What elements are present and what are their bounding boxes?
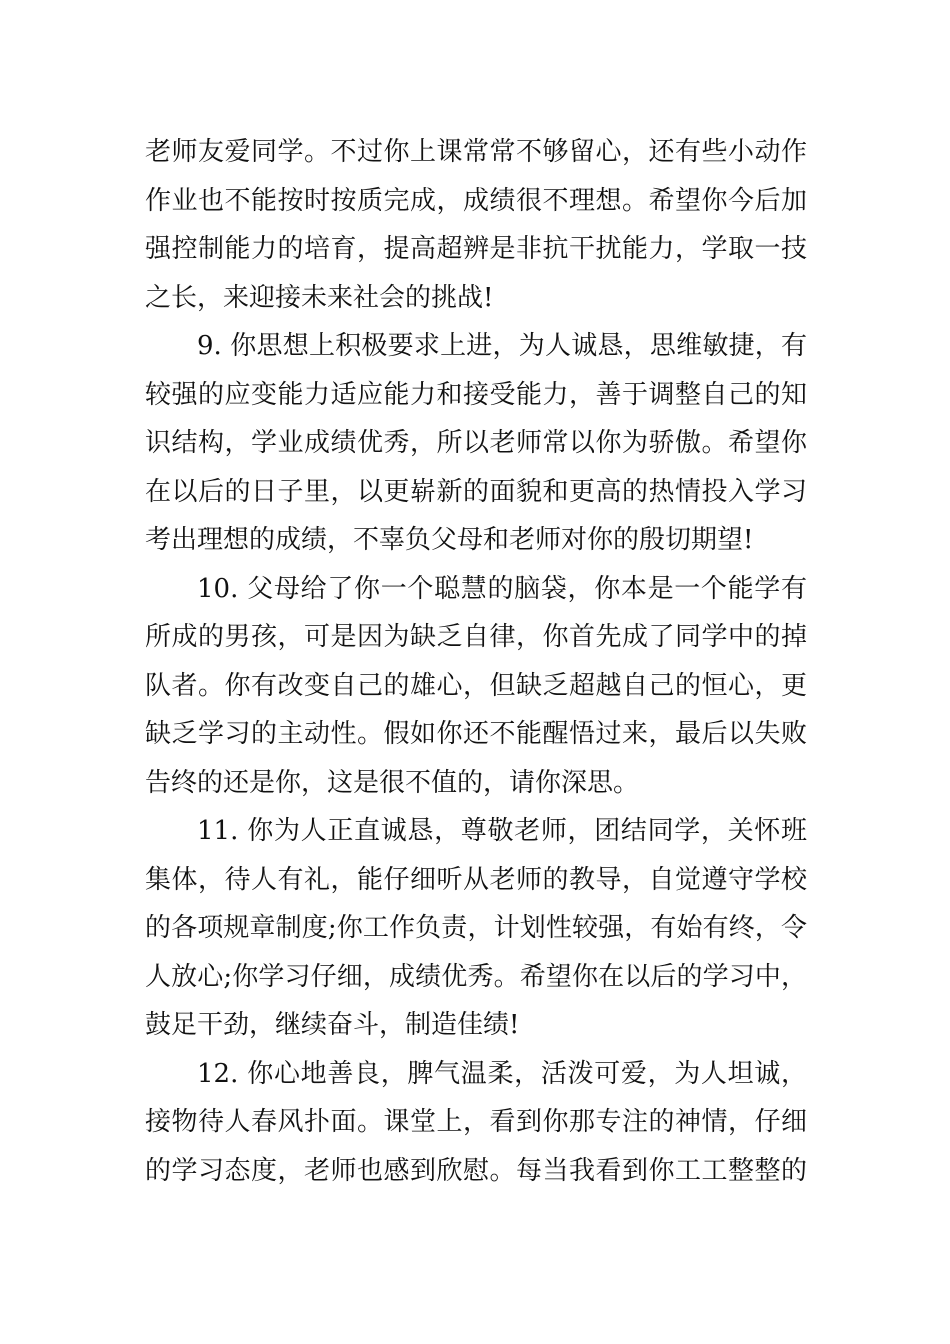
text-line: 队者。你有改变自己的雄心，但缺乏超越自己的恒心，更 <box>145 670 807 701</box>
text-line: 较强的应变能力适应能力和接受能力，善于调整自己的知 <box>145 379 807 410</box>
text-line: 人放心;你学习仔细，成绩优秀。希望你在以后的学习中， <box>145 961 807 992</box>
text-line: 在以后的日子里，以更崭新的面貌和更高的热情投入学习 <box>145 476 807 507</box>
item-10-first-line: 10. 父母给了你一个聪慧的脑袋，你本是一个能学有 <box>197 573 807 604</box>
text-line: 识结构，学业成绩优秀，所以老师常以你为骄傲。希望你 <box>145 428 807 458</box>
text-line: 缺乏学习的主动性。假如你还不能醒悟过来，最后以失败 <box>145 719 807 749</box>
item-11-first-line: 11. 你为人正直诚恳，尊敬老师，团结同学，关怀班 <box>197 816 807 846</box>
item-9-first-line: 9. 你思想上积极要求上进，为人诚恳，思维敏捷，有 <box>197 331 807 361</box>
text-line: 考出理想的成绩，不辜负父母和老师对你的殷切期望! <box>145 525 754 555</box>
text-line: 之长，来迎接未来社会的挑战! <box>145 282 494 313</box>
text-line: 鼓足干劲，继续奋斗，制造佳绩! <box>145 1010 520 1040</box>
text-line: 所成的男孩，可是因为缺乏自律，你首先成了同学中的掉 <box>145 622 807 652</box>
text-line: 的各项规章制度;你工作负责，计划性较强，有始有终，令 <box>145 913 807 943</box>
text-line: 告终的还是你，这是很不值的，请你深思。 <box>145 767 640 798</box>
body-text <box>145 128 807 1195</box>
text-line: 强控制能力的培育，提高超辨是非抗干扰能力，学取一技 <box>145 234 807 264</box>
text-line: 的学习态度，老师也感到欣慰。每当我看到你工工整整的 <box>145 1155 807 1186</box>
text-line: 集体，待人有礼，能仔细听从老师的教导，自觉遵守学校 <box>145 864 807 895</box>
text-line: 老师友爱同学。不过你上课常常不够留心，还有些小动作 <box>145 137 807 167</box>
text-line: 作业也不能按时按质完成，成绩很不理想。希望你今后加 <box>145 185 807 216</box>
text-line: 接物待人春风扑面。课堂上，看到你那专注的神情，仔细 <box>145 1107 807 1137</box>
item-12-first-line: 12. 你心地善良，脾气温柔，活泼可爱，为人坦诚， <box>197 1058 807 1089</box>
